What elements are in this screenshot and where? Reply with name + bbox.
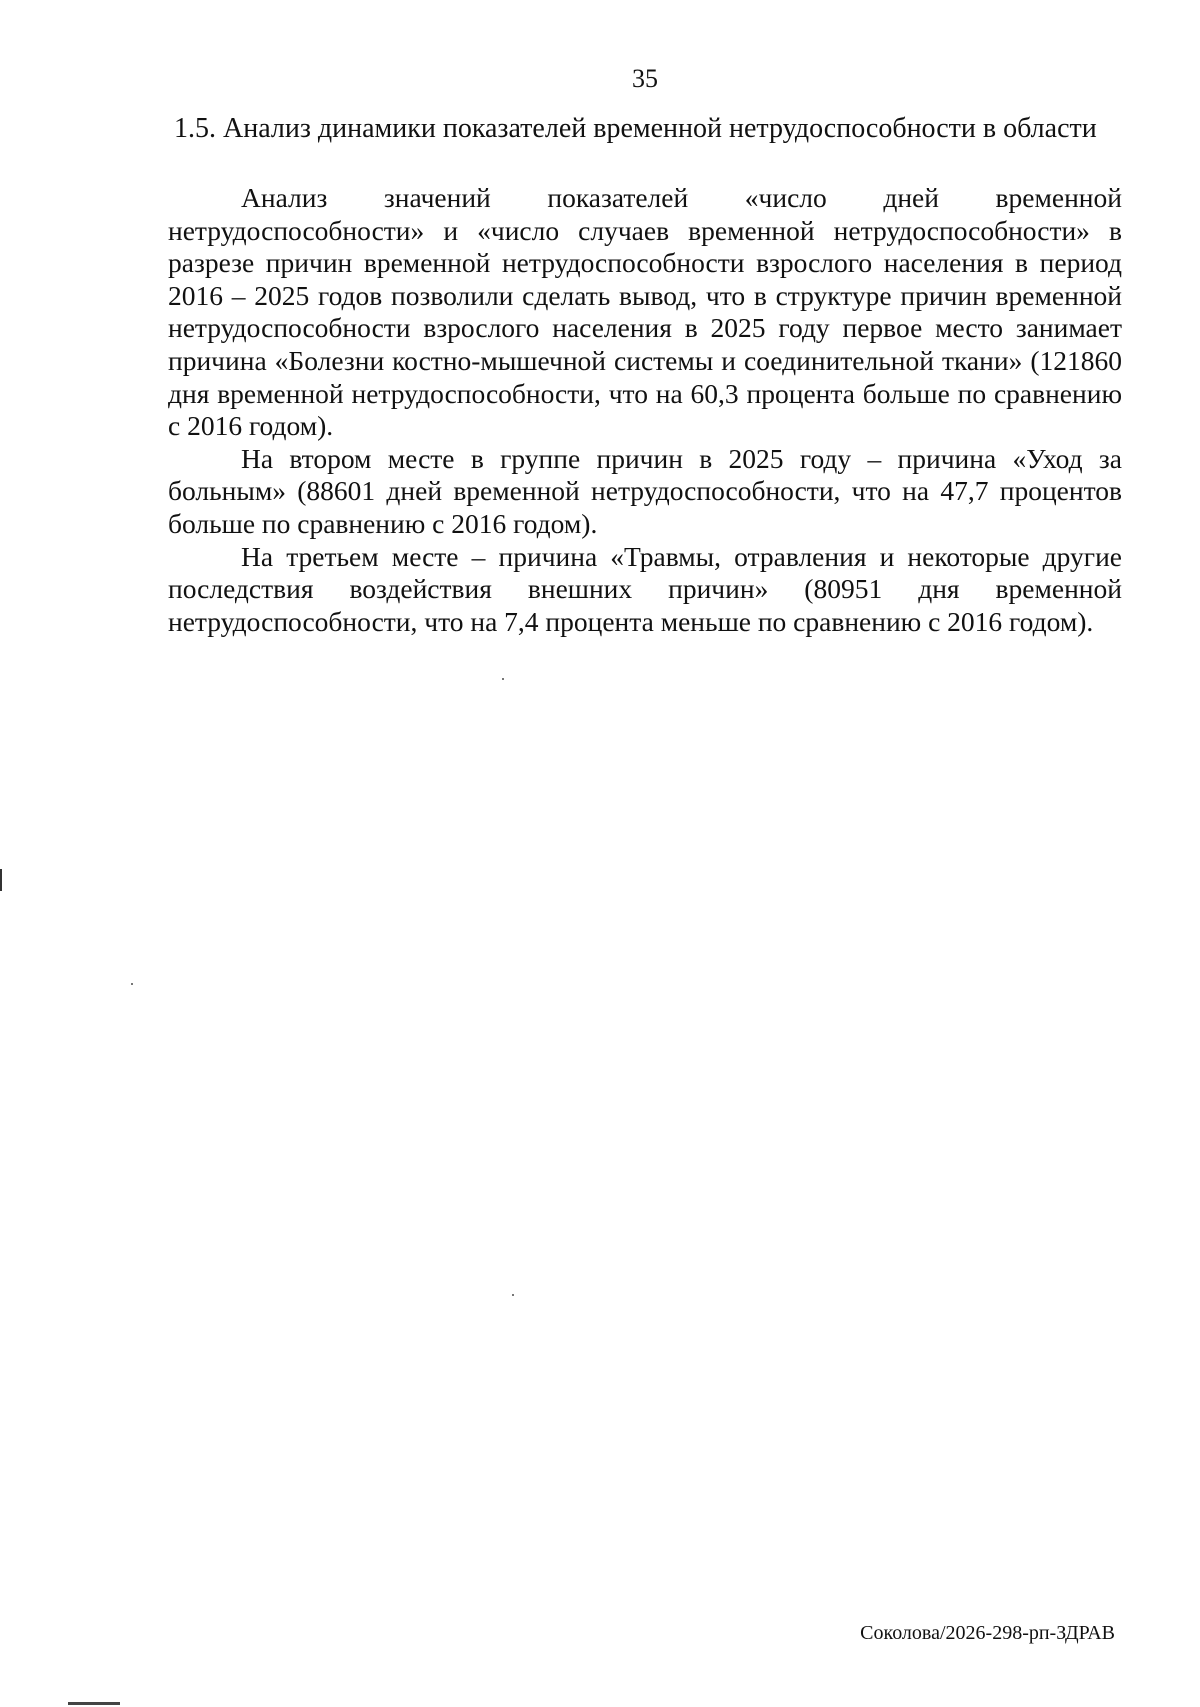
scan-artifact xyxy=(0,869,2,891)
paragraph-3: На третьем месте – причина «Травмы, отравления и некоторые другие последствия воздействия внешних причин» (80951 дня временной нетрудоспособности, что на 7,4 процента меньше по сравнению с 2016 годом). xyxy=(168,540,1122,637)
scan-artifact xyxy=(502,678,504,680)
page-number: 35 xyxy=(632,64,658,93)
document-reference: Соколова/2026-298-рп-ЗДРАВ xyxy=(860,1622,1115,1644)
scan-artifact xyxy=(131,983,133,985)
paragraph-2: На втором месте в группе причин в 2025 году – причина «Уход за больным» (88601 дней временной нетрудоспособности, что на 47,7 процентов больше по сравнению с 2016 годом). xyxy=(168,442,1122,539)
scan-artifact xyxy=(512,1294,514,1296)
body-text xyxy=(168,182,1122,638)
scan-artifact xyxy=(68,1702,120,1705)
section-heading: 1.5. Анализ динамики показателей временной нетрудоспособности в области xyxy=(174,113,1097,144)
paragraph-1: Анализ значений показателей «число дней временной нетрудоспособности» и «число случаев временной нетрудоспособности» в разрезе причин временной нетрудоспособности взрослого населения в период 2016 – 2025 годов позволили сделать вывод, что в структуре причин временной нетрудоспособности взрослого населения в 2025 году первое место занимает причина «Болезни костно-мышечной системы и соединительной ткани» (121860 дня временной нетрудоспособности, что на 60,3 процента больше по сравнению с 2016 годом). xyxy=(168,182,1122,442)
